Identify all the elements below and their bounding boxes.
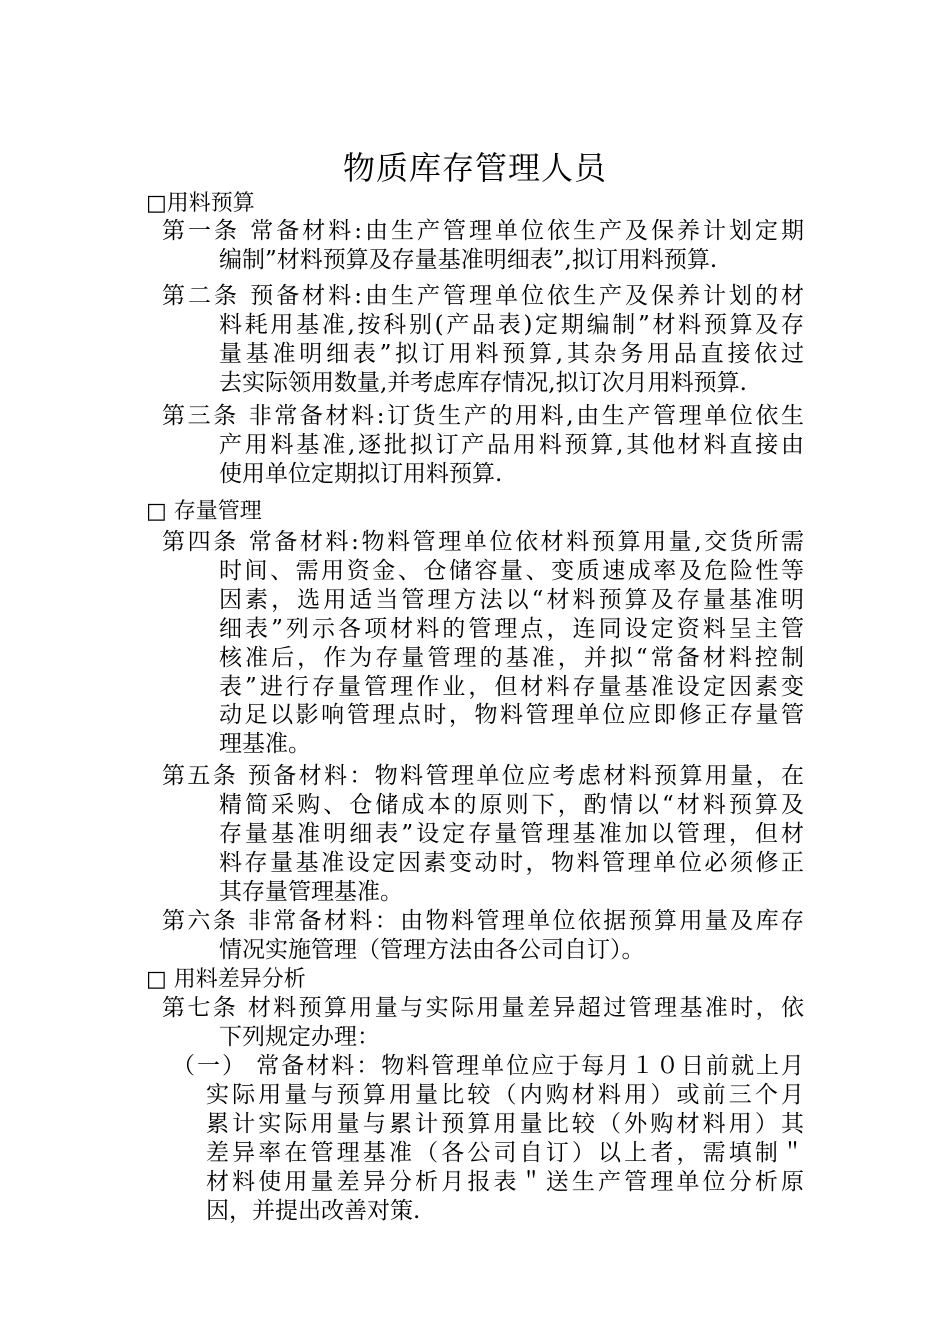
article-line: 核准后，作为存量管理的基准，并拟“常备材料控制	[219, 644, 804, 671]
sub-item-line: 因，并提出改善对策.	[206, 1197, 421, 1224]
article-5	[162, 762, 804, 907]
article-line: 量基准明细表”拟订用料预算,其杂务用品直接依过	[219, 340, 804, 367]
article-line: 动足以影响管理点时，物料管理单位应即修正存量管	[219, 702, 804, 729]
article-line: 第七条 材料预算用量与实际用量差异超过管理基准时，依	[162, 995, 804, 1021]
article-2	[162, 282, 804, 398]
section-heading-usage-variance: □ 用料差异分析	[146, 967, 306, 992]
article-line: 因素，选用适当管理方法以“材料预算及存量基准明	[219, 586, 804, 613]
article-line: 存量基准明细表”设定存量管理基准加以管理，但材	[219, 820, 804, 847]
article-line: 料耗用基准,按科别(产品表)定期编制”材料预算及存	[219, 311, 804, 338]
article-7	[162, 994, 804, 1052]
article-line: 情况实施管理（管理方法由各公司自订）。	[219, 936, 645, 963]
section-heading-stock-management: □ 存量管理	[146, 499, 262, 524]
article-line: 产用料基准,逐批拟订产品用料预算,其他材料直接由	[219, 431, 804, 458]
article-line: 料存量基准设定因素变动时，物料管理单位必须修正	[219, 849, 804, 876]
article-line: 理基准。	[219, 731, 311, 758]
article-6	[162, 907, 804, 965]
sub-item-line: 实际用量与预算用量比较（内购材料用）或前三个月	[206, 1081, 804, 1108]
article-line: 第二条 预备材料:由生产管理单位依生产及保养计划的材	[162, 283, 804, 309]
article-line: 去实际领用数量,并考虑库存情况,拟订次月用料预算.	[219, 369, 747, 396]
article-1	[162, 217, 804, 275]
sub-item-line: 材料使用量差异分析月报表＂送生产管理单位分析原	[206, 1168, 804, 1195]
sub-item-1	[172, 1052, 804, 1225]
article-line: 第四条 常备材料:物料管理单位依材料预算用量,交货所需	[162, 529, 804, 555]
section-heading-material-budget: □用料预算	[146, 191, 255, 216]
article-line: 表”进行存量管理作业，但材料存量基准设定因素变	[219, 673, 804, 700]
article-line: 编制”材料预算及存量基准明细表”,拟订用料预算.	[219, 246, 718, 273]
article-3	[162, 402, 804, 489]
article-line: 时间、需用资金、仓储容量、变质速成率及危险性等	[219, 557, 804, 584]
article-line: 细表”列示各项材料的管理点，连同设定资料呈主管	[219, 615, 804, 642]
article-line: 下列规定办理：	[219, 1023, 380, 1050]
article-line: 第三条 非常备材料:订货生产的用料,由生产管理单位依生	[162, 403, 804, 429]
sub-item-line: 累计实际用量与累计预算用量比较（外购材料用）其	[206, 1110, 804, 1137]
sub-item-line: （一） 常备材料：物料管理单位应于每月１０日前就上月	[172, 1053, 804, 1079]
article-line: 第六条 非常备材料：由物料管理单位依据预算用量及库存	[162, 908, 804, 934]
article-line: 使用单位定期拟订用料预算.	[219, 460, 503, 487]
sub-item-line: 差异率在管理基准（各公司自订）以上者，需填制＂	[206, 1139, 804, 1166]
document-title: 物质库存管理人员	[342, 149, 607, 187]
article-line: 第一条 常备材料:由生产管理单位依生产及保养计划定期	[162, 218, 804, 244]
article-line: 精简采购、仓储成本的原则下，酌情以“材料预算及	[219, 791, 804, 818]
article-line: 其存量管理基准。	[219, 878, 403, 905]
article-line: 第五条 预备材料：物料管理单位应考虑材料预算用量，在	[162, 763, 804, 789]
article-4	[162, 528, 804, 759]
